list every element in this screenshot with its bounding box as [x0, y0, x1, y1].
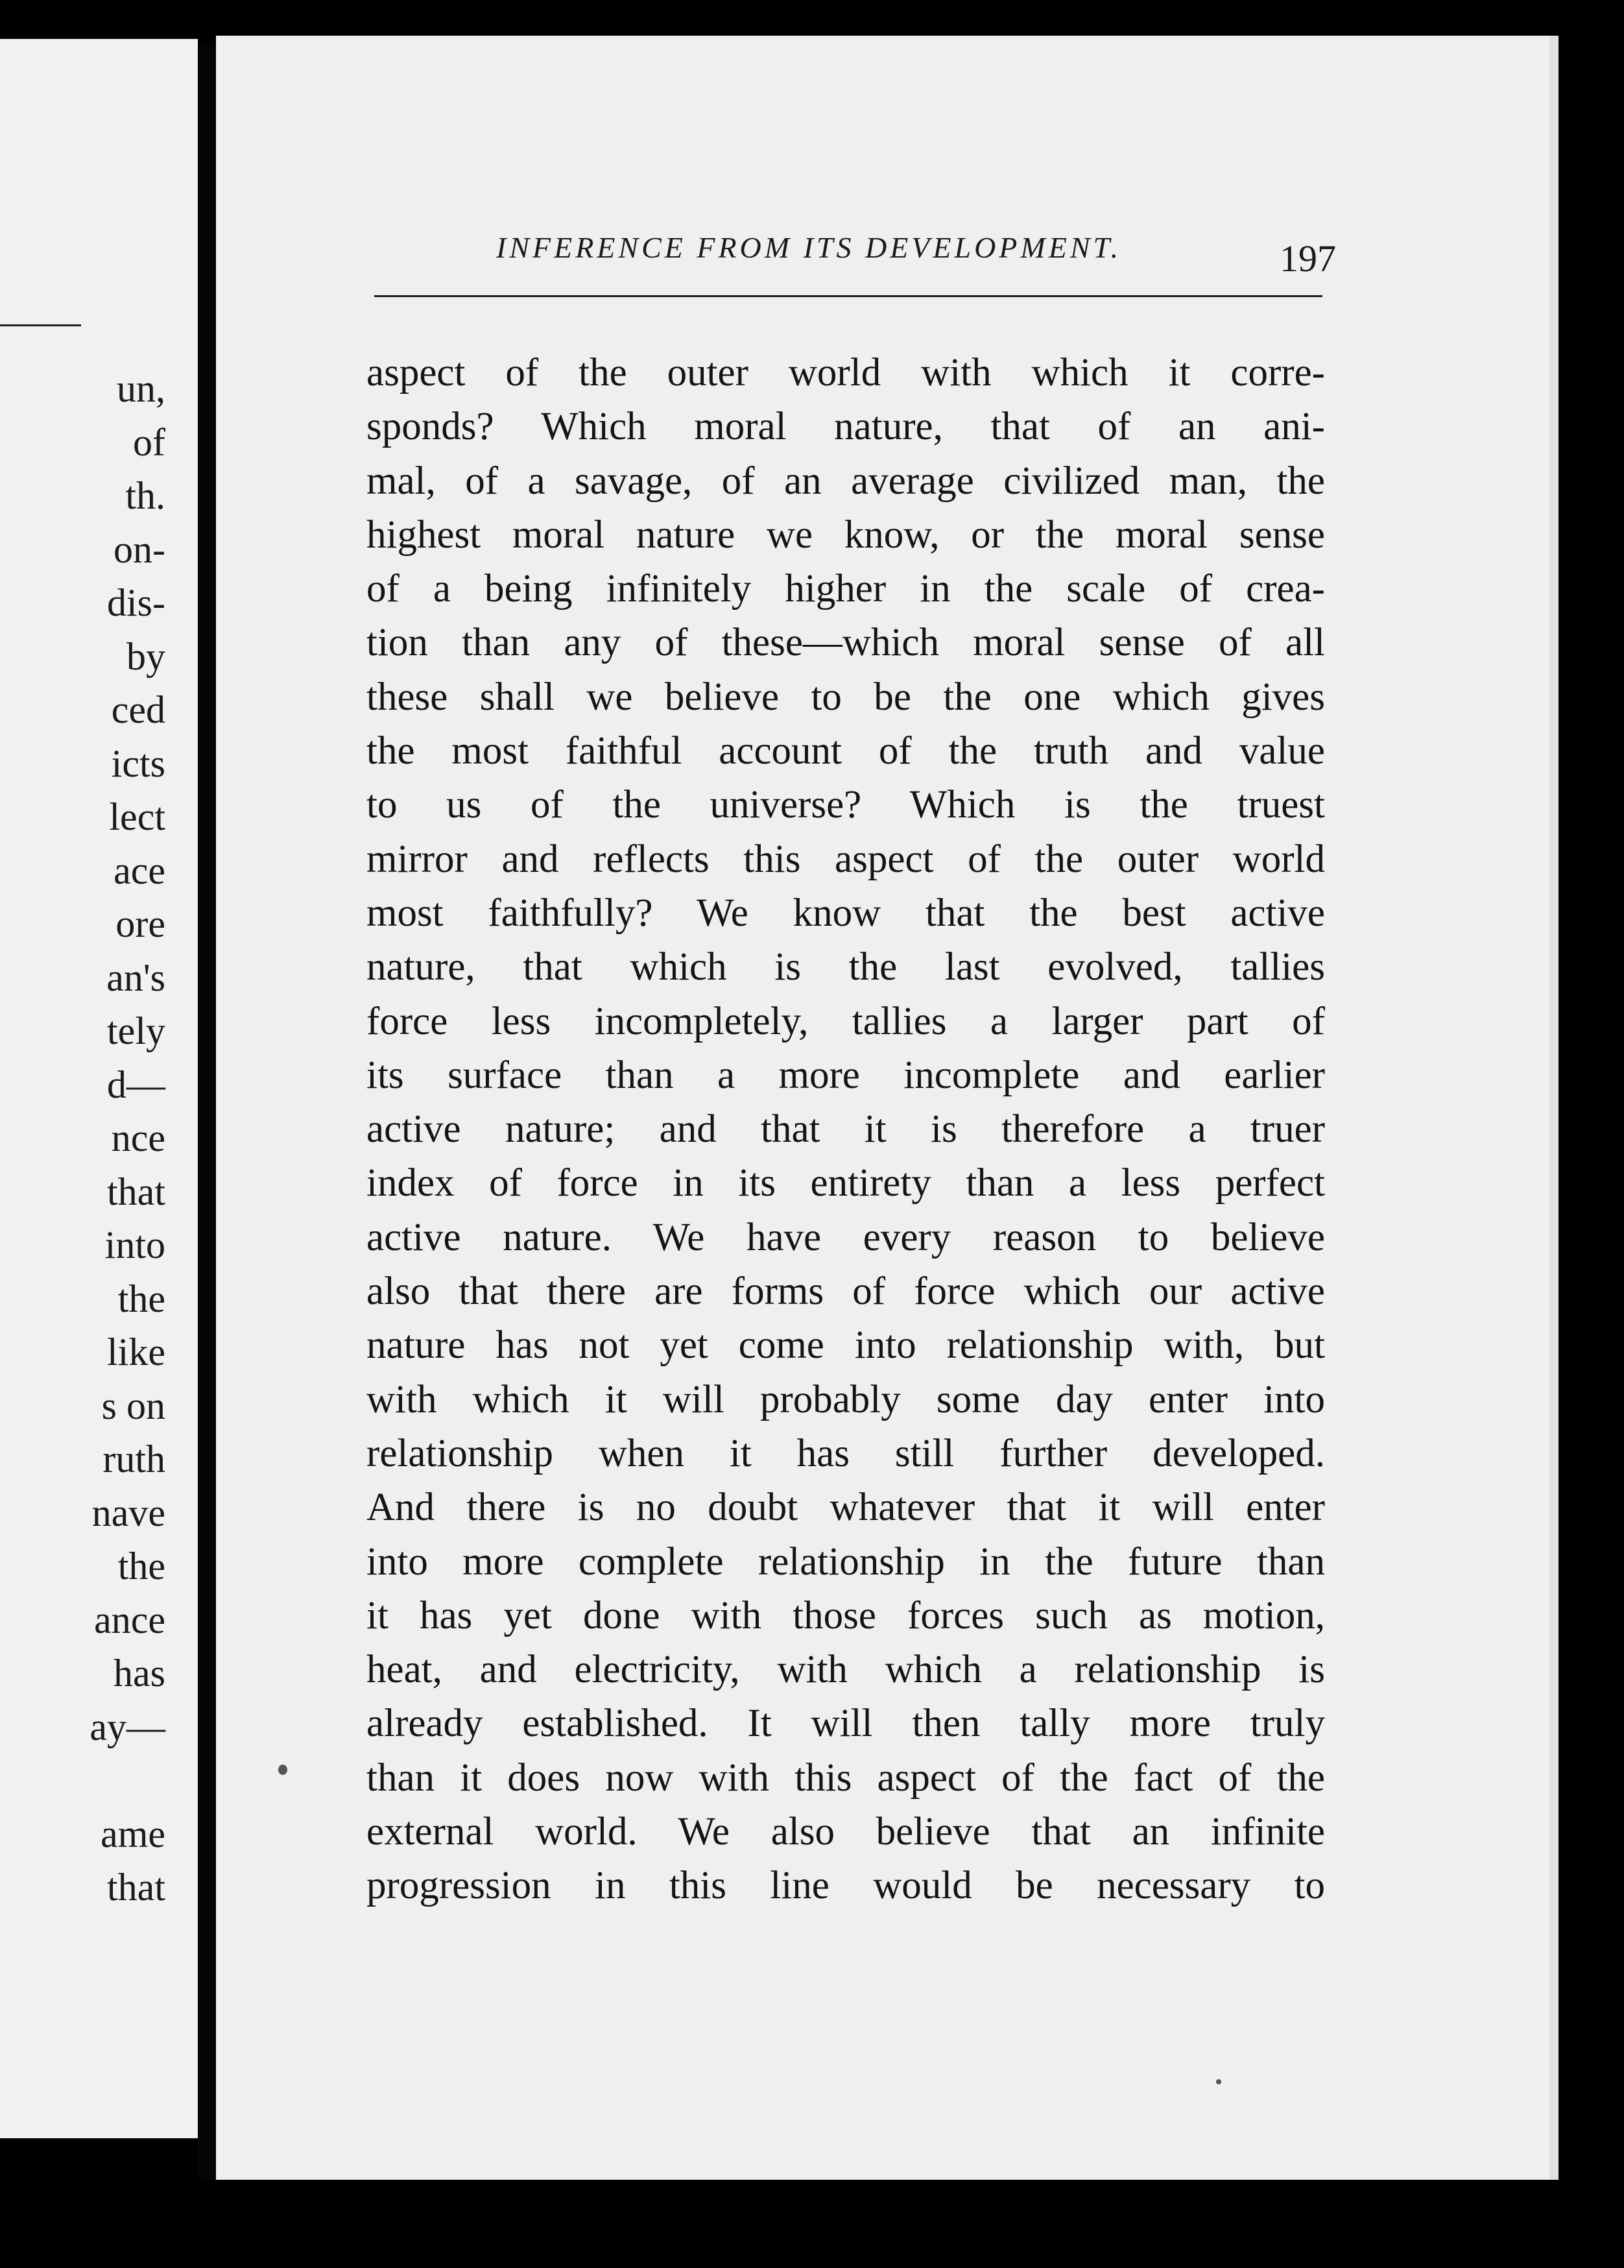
ink-speck	[278, 1765, 287, 1775]
right-page	[216, 36, 1558, 2180]
left-page-line: dis-	[107, 581, 165, 624]
text-line: index of force in its entirety than a less perfect	[366, 1161, 1325, 1205]
text-line: already established. It will then tally more truly	[366, 1702, 1325, 1746]
left-page-line: s on	[101, 1384, 165, 1427]
left-page-line: un,	[117, 367, 165, 410]
header-rule	[374, 295, 1322, 297]
left-page-line: icts	[111, 742, 165, 785]
text-line: mirror and reflects this aspect of the outer world	[366, 837, 1325, 881]
left-page-line: ay—	[90, 1705, 165, 1748]
text-line: into more complete relationship in the future than	[366, 1539, 1325, 1584]
left-page-line: ced	[111, 688, 165, 731]
left-page-line: ance	[94, 1598, 165, 1641]
left-page-line: ace	[113, 849, 165, 892]
text-line: also that there are forms of force which our active	[366, 1270, 1325, 1314]
text-line: nature, that which is the last evolved, tallies	[366, 945, 1325, 989]
book-gutter	[198, 45, 216, 2180]
left-page-line: the	[117, 1545, 165, 1587]
text-line: progression in this line would be necessary to	[366, 1864, 1325, 1908]
left-page-line: nave	[91, 1491, 165, 1534]
text-line: to us of the universe? Which is the truest	[366, 783, 1325, 827]
left-page-line: on-	[113, 527, 165, 571]
left-page-line: the	[117, 1277, 165, 1320]
running-head: INFERENCE FROM ITS DEVELOPMENT.	[496, 231, 1122, 264]
text-line: active nature; and that it is therefore a truer	[366, 1107, 1325, 1152]
left-page	[0, 39, 198, 2138]
left-page-line: nce	[111, 1116, 165, 1159]
text-line: active nature. We have every reason to believe	[366, 1215, 1325, 1259]
text-line: its surface than a more incomplete and earlier	[366, 1053, 1325, 1097]
left-page-line: like	[107, 1331, 165, 1373]
text-line: of a being infinitely higher in the scale of crea-	[366, 567, 1325, 611]
left-page-line: tely	[107, 1009, 165, 1052]
left-page-rule	[0, 324, 81, 326]
text-line: And there is no doubt whatever that it will enter	[366, 1486, 1325, 1530]
text-line: highest moral nature we know, or the moral sense	[366, 513, 1325, 557]
text-line: these shall we believe to be the one which gives	[366, 675, 1325, 719]
text-line: relationship when it has still further developed.	[366, 1431, 1325, 1475]
text-line: it has yet done with those forces such as motion,	[366, 1593, 1325, 1637]
body-text	[366, 346, 1325, 1913]
text-line: than it does now with this aspect of the fact of the	[366, 1755, 1325, 1800]
text-line: most faithfully? We know that the best active	[366, 891, 1325, 935]
text-line: force less incompletely, tallies a larger part of	[366, 999, 1325, 1043]
left-page-line: of	[133, 420, 165, 464]
text-line: aspect of the outer world with which it corre-	[366, 351, 1325, 394]
page-number: 197	[1280, 237, 1336, 280]
left-page-line: has	[113, 1652, 165, 1695]
left-page-line	[90, 1754, 165, 1807]
left-page-line: that	[107, 1170, 165, 1213]
left-page-line: lect	[109, 795, 165, 838]
left-page-line: that	[107, 1866, 165, 1909]
left-page-line: th.	[125, 474, 165, 517]
left-page-line: ame	[101, 1812, 165, 1855]
left-page-line: ruth	[102, 1438, 165, 1480]
text-line: sponds? Which moral nature, that of an ani-	[366, 405, 1325, 449]
left-page-line: into	[104, 1224, 165, 1266]
left-page-text	[90, 362, 165, 1914]
text-line: nature has not yet come into relationship with, but	[366, 1323, 1325, 1368]
ink-speck	[1216, 2079, 1221, 2084]
left-page-line: by	[126, 634, 165, 678]
left-page-line: an's	[106, 956, 165, 999]
text-line: heat, and electricity, with which a relationship is	[366, 1648, 1325, 1692]
left-page-line: d—	[107, 1063, 165, 1106]
left-page-line: ore	[115, 902, 165, 945]
text-line: external world. We also believe that an infinite	[366, 1810, 1325, 1854]
text-line: mal, of a savage, of an average civilized man, the	[366, 459, 1325, 503]
text-line: the most faithful account of the truth and value	[366, 729, 1325, 773]
text-line: with which it will probably some day enter into	[366, 1377, 1325, 1421]
text-line: tion than any of these—which moral sense of all	[366, 621, 1325, 665]
